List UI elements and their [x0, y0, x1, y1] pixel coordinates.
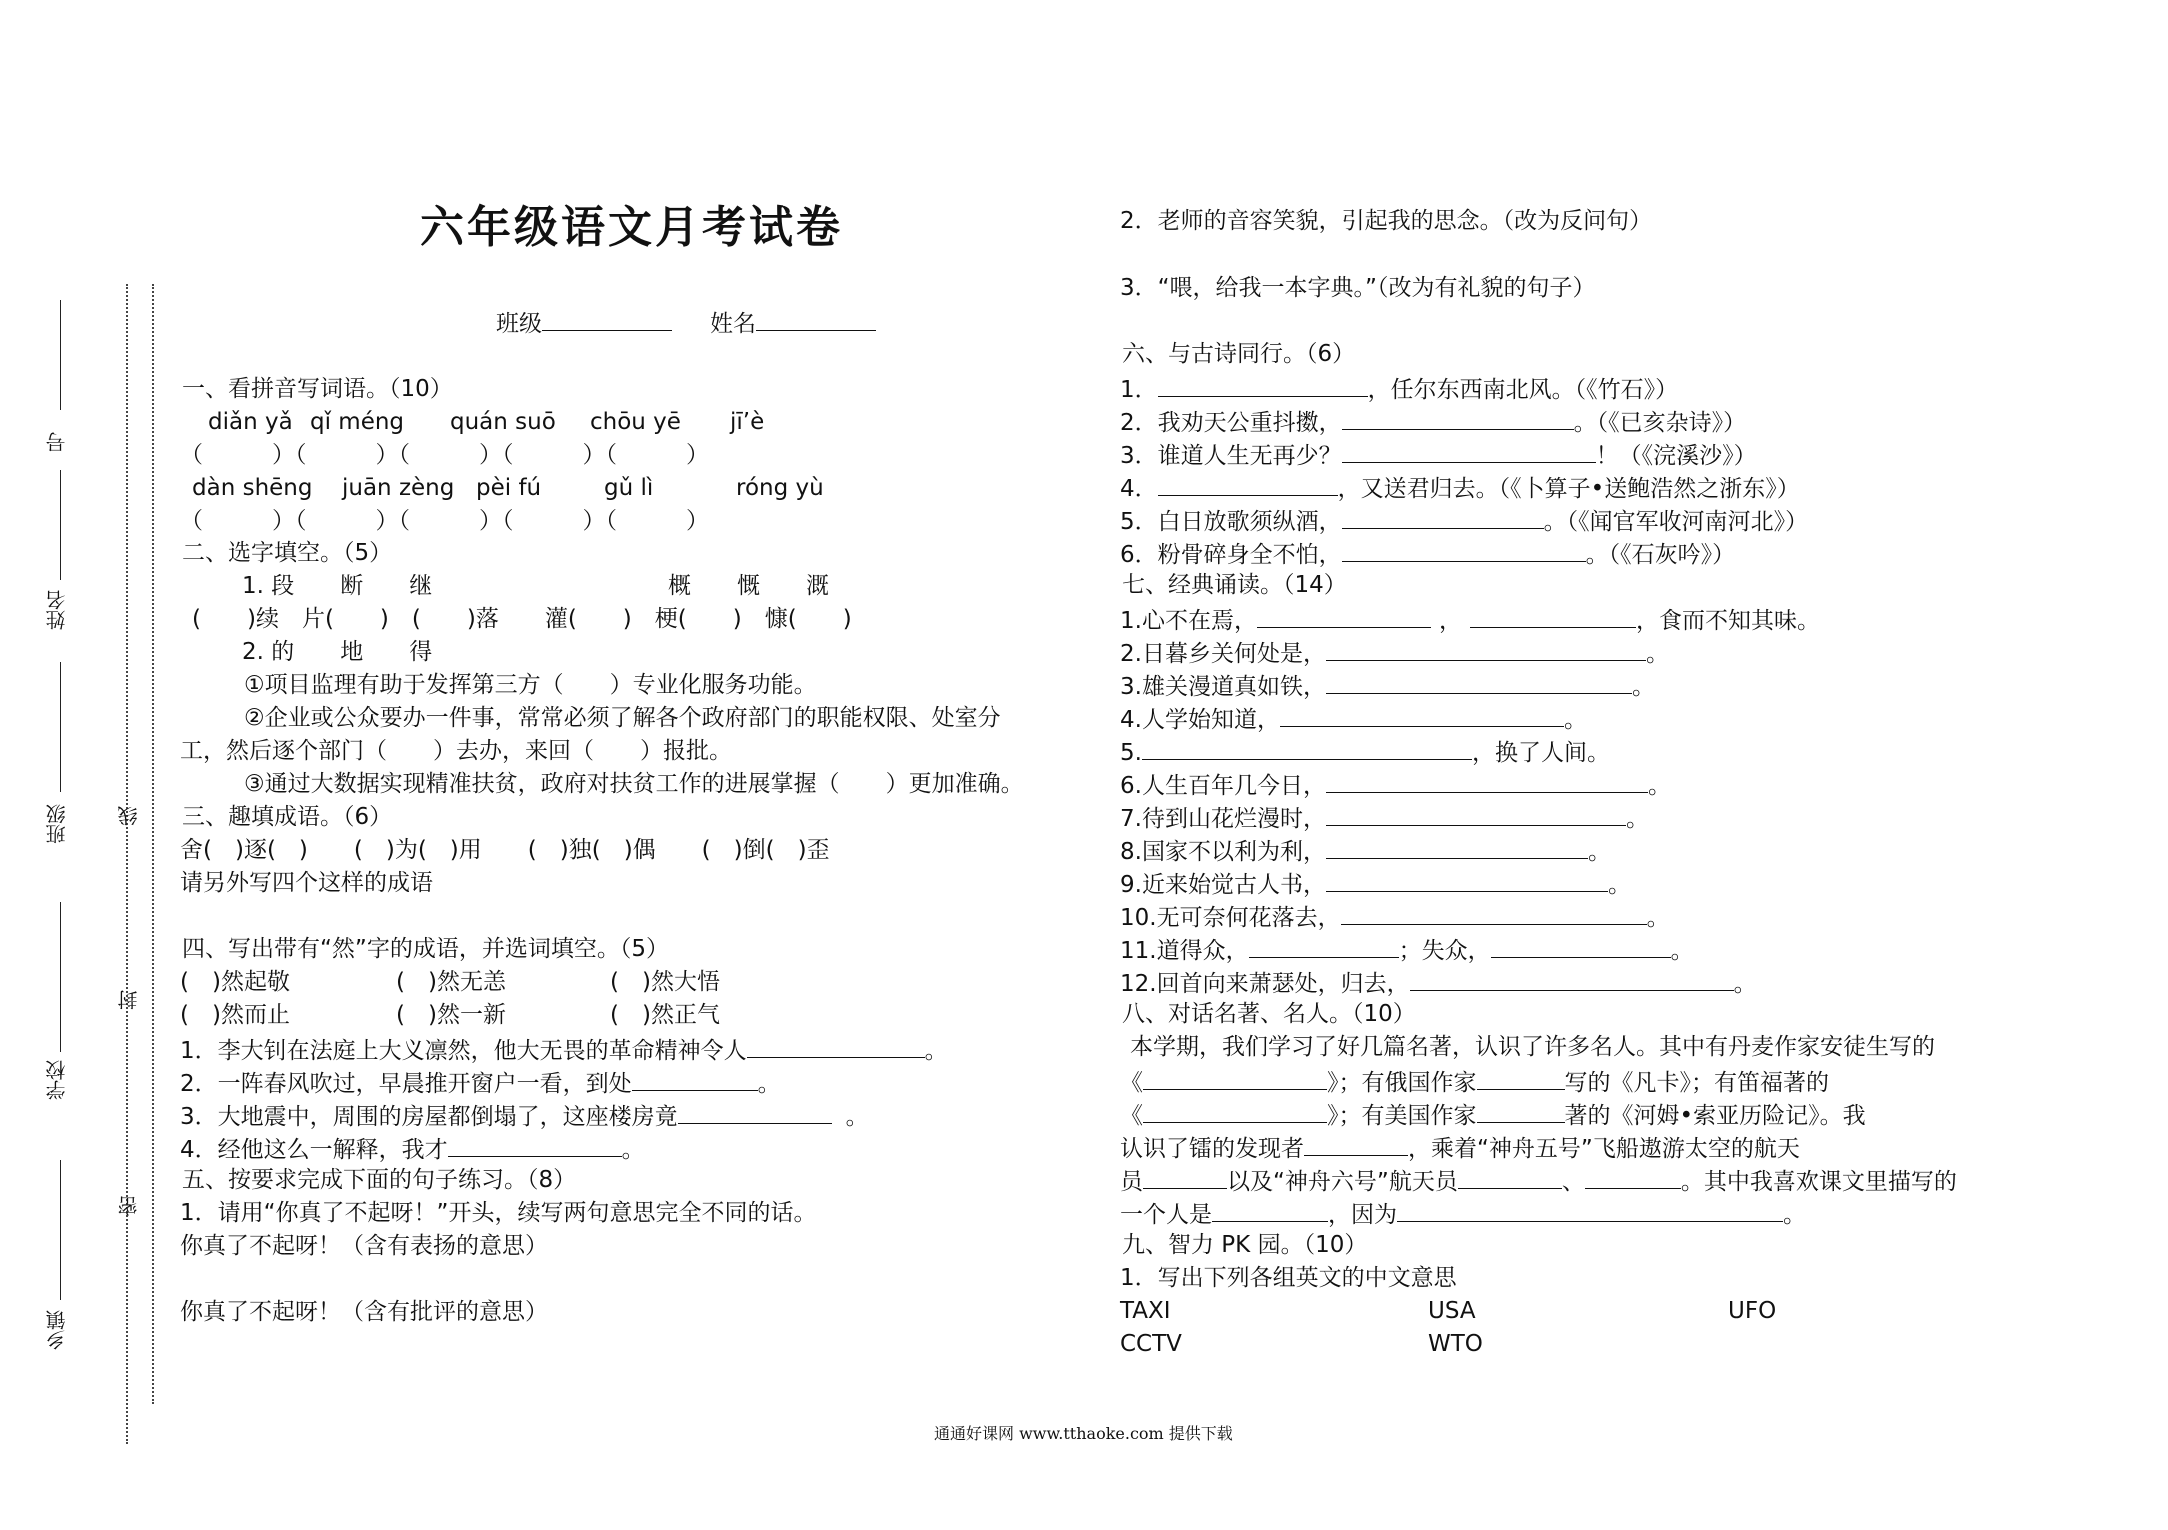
q4-idiom-1[interactable]: ( )然起敬: [180, 969, 290, 995]
q6-line-4-blank[interactable]: [1158, 475, 1338, 496]
q6-line-3-text: 3．谁道人生无再少？: [1120, 443, 1342, 469]
q6-line-6: [1120, 541, 1735, 567]
q8-line-4-text-b: ，乘着“神舟五号”飞船遨游太空的航天: [1408, 1136, 1800, 1162]
q7-line-12-end: 。: [1733, 971, 1757, 997]
q7-line-3-end: 。: [1631, 674, 1655, 700]
q7-line-1-blank-a[interactable]: [1257, 607, 1431, 628]
q9-word-taxi: TAXI: [1120, 1298, 1171, 1324]
q5-1-prompt: 1．请用“你真了不起呀！”开头，续写两句意思完全不同的话。: [180, 1200, 817, 1226]
q7-line-2-text: 2.日暮乡关何处是，: [1120, 641, 1326, 667]
q2-2-sentence-c[interactable]: ③通过大数据实现精准扶贫，政府对扶贫工作的进展掌握（ ）更加准确。: [244, 771, 1024, 797]
q8-line-5-text-b: 以及“神舟六号”航天员: [1227, 1169, 1458, 1195]
q1-pinyin-1: diǎn yǎ: [208, 409, 293, 435]
q7-line-5-blank[interactable]: [1142, 739, 1472, 760]
q7-line-10-end: 。: [1646, 905, 1670, 931]
q8-line-2-text-b: 写的《凡卡》；有笛福著的: [1564, 1070, 1829, 1096]
q4-sentence-2: [180, 1070, 781, 1096]
q8-line-5-text-c: 。其中我喜欢课文里描写的: [1680, 1169, 1957, 1195]
q7-line-9-text: 9.近来始觉古人书，: [1120, 872, 1326, 898]
q8-line-5-text-a: 员: [1120, 1169, 1143, 1195]
q7-line-2-end: 。: [1645, 641, 1669, 667]
footer-credit: 通通好课网 www.tthaoke.com 提供下载: [934, 1424, 1233, 1443]
q6-line-3-source: ！（《浣溪沙》）: [1595, 443, 1757, 469]
q8-line-2-text-a: 》；有俄国作家: [1327, 1070, 1477, 1096]
q8-line-6-text-a: 一个人是: [1120, 1202, 1212, 1228]
q6-line-4-num: 4．: [1120, 476, 1158, 502]
q7-line-11-blank-b[interactable]: [1491, 937, 1671, 958]
q9-1-prompt: 1．写出下列各组英文的中文意思: [1120, 1265, 1457, 1291]
q4-sentence-3-end: 。: [845, 1104, 869, 1130]
seal-char-seal: 封: [117, 990, 141, 1010]
q4-sentence-1: [180, 1037, 948, 1063]
q3-idioms[interactable]: 舍( )逐( ) ( )为( )用 ( )独( )偶 ( )倒( )歪: [180, 837, 830, 863]
q4-sentence-2-blank[interactable]: [632, 1070, 758, 1091]
q6-line-5: [1120, 508, 1808, 534]
q6-line-4-text: ，又送君归去。（《卜算子•送鲍浩然之浙东》）: [1337, 476, 1800, 502]
q1-pinyin-8: pèi fú: [476, 475, 542, 501]
q4-sentence-4-end: 。: [621, 1137, 645, 1163]
q4-sentence-2-text: 2．一阵春风吹过，早晨推开窗户一看，到处: [180, 1071, 632, 1097]
q7-line-4-end: 。: [1563, 707, 1587, 733]
q7-line-6-text: 6.人生百年几今日，: [1120, 773, 1326, 799]
q4-sentence-3: [180, 1103, 869, 1129]
q4-sentence-3-blank[interactable]: [678, 1103, 832, 1124]
q2-1-choices-a: 1. 段 断 继: [242, 573, 433, 599]
q6-line-2-blank[interactable]: [1342, 409, 1574, 430]
q4-sentence-4-text: 4．经他这么一解释，我才: [180, 1137, 448, 1163]
q9-word-usa: USA: [1428, 1298, 1476, 1324]
q8-line-5-sep: 、: [1561, 1169, 1585, 1195]
q7-line-3: [1120, 673, 1655, 699]
q3-title: 三、趣填成语。（6）: [182, 804, 393, 830]
q6-line-5-source: 。（《闻官军收河南河北》）: [1543, 509, 1809, 535]
q6-line-1-text: ，任尔东西南北风。（《竹石》）: [1367, 377, 1679, 403]
q7-line-7-blank[interactable]: [1326, 805, 1626, 826]
q2-title: 二、选字填空。（5）: [182, 540, 393, 566]
q8-line-5: [1120, 1168, 1957, 1194]
q3-extra: 请另外写四个这样的成语: [180, 870, 433, 896]
q7-line-1-comma: ，: [1438, 608, 1462, 634]
q9-word-cctv: CCTV: [1120, 1331, 1182, 1357]
q8-line-4: [1120, 1135, 1800, 1161]
q8-line-2-open: 《: [1120, 1070, 1143, 1096]
q2-2-sentence-b1: ②企业或公众要办一件事，常常必须了解各个政府部门的职能权限、处室分: [244, 705, 1001, 731]
q7-line-7: [1120, 805, 1649, 831]
q4-idiom-4[interactable]: ( )然而止: [180, 1002, 290, 1028]
q6-line-6-text: 6．粉骨碎身全不怕，: [1120, 542, 1342, 568]
q6-title: 六、与古诗同行。（6）: [1122, 341, 1356, 367]
q2-1-choices-b: 概 慨 溉: [668, 573, 829, 599]
name-label: 姓名: [45, 590, 69, 630]
q7-line-10-text: 10.无可奈何花落去，: [1120, 905, 1341, 931]
q8-line-6-blank-b[interactable]: [1397, 1201, 1783, 1222]
q7-line-5-text: ，换了人间。: [1471, 740, 1610, 766]
q9-title: 九、智力 PK 园。（10）: [1122, 1232, 1368, 1258]
school-blank-line: [60, 902, 61, 1052]
q7-line-4-text: 4.人学始知道，: [1120, 707, 1280, 733]
q7-line-9-blank[interactable]: [1326, 871, 1608, 892]
q9-word-wto: WTO: [1428, 1331, 1483, 1357]
q8-line-6: [1120, 1201, 1806, 1227]
seal-char-line: 线: [117, 806, 141, 826]
q8-line-3: [1120, 1102, 1866, 1128]
q8-line-6-text-b: ，因为: [1328, 1202, 1397, 1228]
q8-line-5-blank-b[interactable]: [1458, 1168, 1562, 1189]
q1-answer-row-1[interactable]: （ ）（ ）（ ）（ ）（ ）: [180, 442, 709, 468]
name-blank-line: [60, 470, 61, 580]
q7-line-1-end: ，食而不知其味。: [1635, 608, 1820, 634]
class-field-label: 班级: [496, 311, 542, 337]
q7-line-12: [1120, 970, 1757, 996]
q2-2-sentence-a[interactable]: ①项目监理有助于发挥第三方（ ）专业化服务功能。: [244, 672, 817, 698]
q1-pinyin-3: quán suō: [450, 409, 556, 435]
q4-sentence-2-end: 。: [757, 1071, 781, 1097]
q4-title: 四、写出带有“然”字的成语，并选词填空。（5）: [182, 936, 669, 962]
q7-line-5: [1120, 739, 1610, 765]
q6-line-2-text: 2．我劝天公重抖擞，: [1120, 410, 1342, 436]
q1-pinyin-6: dàn shēng: [192, 475, 313, 501]
q8-line-4-blank[interactable]: [1304, 1135, 1408, 1156]
q4-sentence-1-blank[interactable]: [747, 1037, 925, 1058]
q7-line-4: [1120, 706, 1587, 732]
q6-line-5-blank[interactable]: [1342, 508, 1544, 529]
q2-1-blanks[interactable]: ( )续 片( ) ( )落 灌( ) 梗( ) 慷( ): [192, 606, 852, 632]
q1-title: 一、看拼音写词语。（10）: [182, 376, 453, 402]
q6-line-6-source: 。（《石灰吟》）: [1585, 542, 1736, 568]
class-field-blank[interactable]: [542, 310, 672, 331]
name-field-blank[interactable]: [756, 310, 876, 331]
q1-pinyin-5: jī’è: [730, 409, 765, 435]
q7-line-10-blank[interactable]: [1341, 904, 1647, 925]
q7-line-1: [1120, 607, 1820, 633]
q4-idiom-6[interactable]: ( )然正气: [610, 1002, 720, 1028]
q6-line-5-text: 5．白日放歌须纵酒，: [1120, 509, 1342, 535]
q8-line-2: [1120, 1069, 1829, 1095]
number-blank-line: [60, 300, 61, 410]
name-field-label: 姓名: [710, 311, 756, 337]
q1-pinyin-9: gǔ lì: [604, 475, 654, 501]
q7-line-4-blank[interactable]: [1280, 706, 1564, 727]
q6-line-1-blank[interactable]: [1158, 376, 1368, 397]
q8-line-1: 本学期，我们学习了好几篇名著，认识了许多名人。其中有丹麦作家安徒生写的: [1130, 1034, 1935, 1060]
q8-line-3-blank-b[interactable]: [1477, 1102, 1565, 1123]
q8-line-4-text-a: 认识了镭的发现者: [1120, 1136, 1304, 1162]
q7-line-11-end: 。: [1670, 938, 1694, 964]
q8-line-6-end: 。: [1783, 1202, 1806, 1228]
q6-line-2: [1120, 409, 1746, 435]
number-label: 号: [45, 432, 69, 452]
q7-line-8-end: 。: [1587, 839, 1611, 865]
q7-line-9: [1120, 871, 1631, 897]
q7-line-7-text: 7.待到山花烂漫时，: [1120, 806, 1326, 832]
q1-pinyin-4: chōu yē: [590, 409, 681, 435]
q1-answer-row-2[interactable]: （ ）（ ）（ ）（ ）（ ）: [180, 508, 709, 534]
q7-line-1-blank-b[interactable]: [1470, 607, 1636, 628]
town-blank-line: [60, 1160, 61, 1300]
name-field: [710, 310, 876, 336]
q8-line-3-open: 《: [1120, 1103, 1143, 1129]
q4-sentence-4-blank[interactable]: [448, 1136, 622, 1157]
q8-line-2-blank-b[interactable]: [1477, 1069, 1565, 1090]
q7-line-8-blank[interactable]: [1326, 838, 1588, 859]
q7-line-3-text: 3.雄关漫道真如铁，: [1120, 674, 1326, 700]
q8-line-2-blank-a[interactable]: [1143, 1069, 1327, 1090]
q6-line-2-source: 。（《已亥杂诗》）: [1573, 410, 1747, 436]
q8-line-5-blank-c[interactable]: [1585, 1168, 1681, 1189]
q1-pinyin-7: juān zèng: [342, 475, 455, 501]
school-label: 学校: [45, 1060, 69, 1100]
q8-line-3-blank-a[interactable]: [1143, 1102, 1327, 1123]
q7-line-1-text: 1.心不在焉，: [1120, 608, 1257, 634]
q7-line-9-end: 。: [1607, 872, 1631, 898]
q6-line-6-blank[interactable]: [1342, 541, 1586, 562]
q7-line-2-blank[interactable]: [1326, 640, 1646, 661]
q5-3-prompt[interactable]: 3．“喂，给我一本字典。”（改为有礼貌的句子）: [1120, 275, 1596, 301]
q7-line-12-text: 12.回首向来萧瑟处，归去，: [1120, 971, 1410, 997]
q6-line-4: [1120, 475, 1800, 501]
q7-line-7-end: 。: [1625, 806, 1649, 832]
q6-line-1: [1120, 376, 1678, 402]
class-field: [496, 310, 672, 336]
q2-2-choices: 2. 的 地 得: [242, 639, 433, 665]
q7-line-11-text-b: ；失众，: [1398, 938, 1491, 964]
q4-idiom-3[interactable]: ( )然大悟: [610, 969, 720, 995]
q8-line-3-text-a: 》；有美国作家: [1327, 1103, 1477, 1129]
q8-line-6-blank-a[interactable]: [1212, 1201, 1328, 1222]
q7-line-3-blank[interactable]: [1326, 673, 1632, 694]
q7-line-6-end: 。: [1647, 773, 1671, 799]
class-label: 班级: [45, 804, 69, 844]
q7-line-10: [1120, 904, 1670, 930]
binding-dotted-line-inner: [152, 284, 154, 1404]
q8-line-3-text-b: 著的《河姆•索亚历险记》。我: [1564, 1103, 1866, 1129]
q7-line-11-text-a: 11.道得众，: [1120, 938, 1249, 964]
q5-title: 五、按要求完成下面的句子练习。（8）: [182, 1167, 577, 1193]
q4-sentence-4: [180, 1136, 645, 1162]
q4-idiom-2[interactable]: ( )然无恙: [396, 969, 506, 995]
q7-line-11-blank-a[interactable]: [1249, 937, 1399, 958]
q7-line-6: [1120, 772, 1671, 798]
q7-title: 七、经典诵读。（14）: [1122, 572, 1347, 598]
q7-line-2: [1120, 640, 1669, 666]
q5-1-praise[interactable]: 你真了不起呀！（含有表扬的意思）: [180, 1233, 548, 1259]
q4-sentence-1-text: 1．李大钊在法庭上大义凛然，他大无畏的革命精神令人: [180, 1038, 747, 1064]
town-label: 乡镇: [45, 1310, 69, 1350]
q1-pinyin-10: róng yù: [736, 475, 824, 501]
page-title: 六年级语文月考试卷: [420, 202, 843, 253]
class-blank-line: [60, 662, 61, 792]
q8-line-5-blank-a[interactable]: [1143, 1168, 1227, 1189]
binding-dotted-line-outer: [126, 284, 128, 1444]
q4-sentence-3-text: 3．大地震中，周围的房屋都倒塌了，这座楼房竟: [180, 1104, 678, 1130]
q8-title: 八、对话名著、名人。（10）: [1122, 1001, 1416, 1027]
q4-sentence-1-end: 。: [924, 1038, 948, 1064]
q7-line-6-blank[interactable]: [1326, 772, 1648, 793]
q7-line-8: [1120, 838, 1611, 864]
q6-line-1-num: 1．: [1120, 377, 1158, 403]
q6-line-3-blank[interactable]: [1342, 442, 1596, 463]
q1-pinyin-2: qǐ méng: [310, 409, 405, 435]
q5-1-criticism[interactable]: 你真了不起呀！（含有批评的意思）: [180, 1299, 548, 1325]
q9-word-ufo: UFO: [1728, 1298, 1777, 1324]
q6-line-3: [1120, 442, 1757, 468]
q7-line-5-num: 5.: [1120, 740, 1142, 766]
q7-line-12-blank[interactable]: [1410, 970, 1734, 991]
seal-char-secret: 密: [117, 1196, 141, 1216]
q5-2-prompt[interactable]: 2．老师的音容笑貌，引起我的思念。（改为反问句）: [1120, 208, 1653, 234]
q4-idiom-5[interactable]: ( )然一新: [396, 1002, 506, 1028]
q2-2-sentence-b2[interactable]: 工，然后逐个部门（ ）去办，来回（ ）报批。: [180, 738, 732, 764]
q7-line-11: [1120, 937, 1694, 963]
q7-line-8-text: 8.国家不以利为利，: [1120, 839, 1326, 865]
